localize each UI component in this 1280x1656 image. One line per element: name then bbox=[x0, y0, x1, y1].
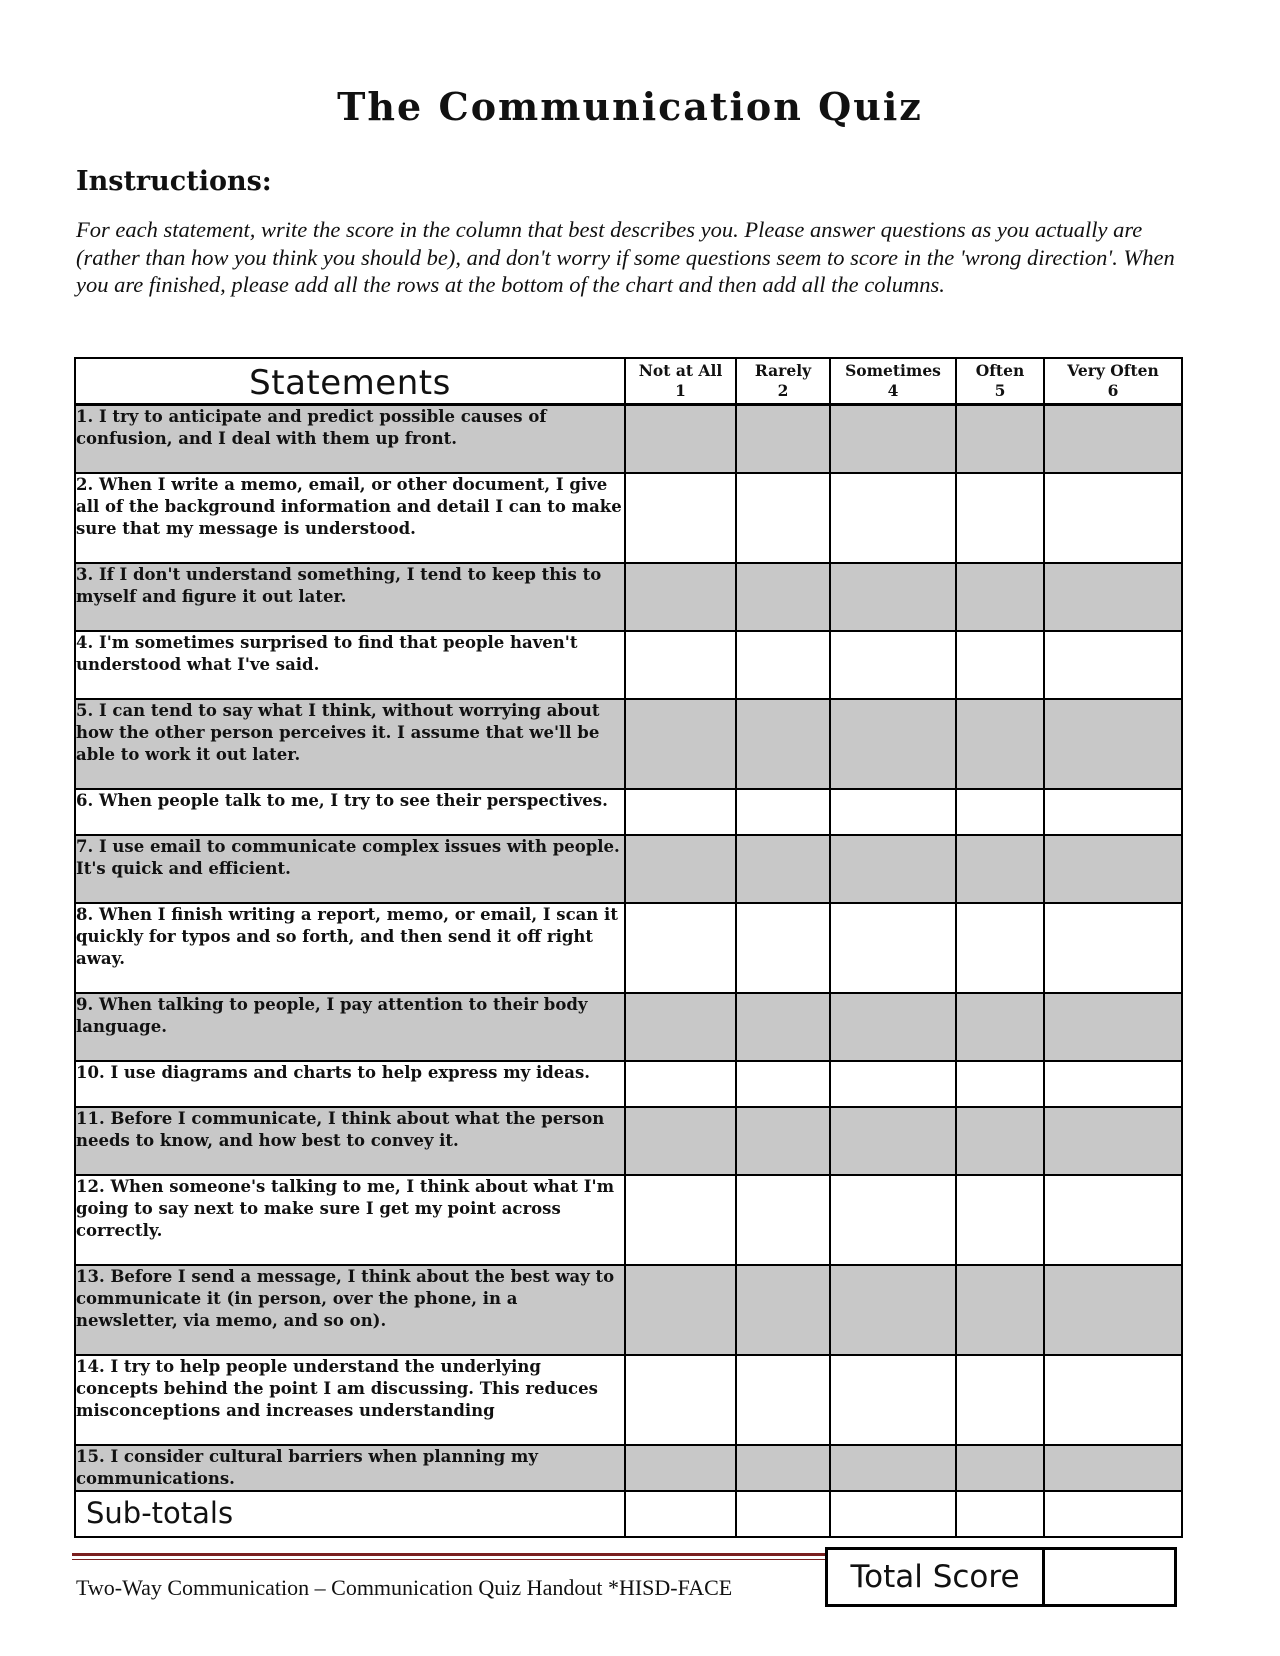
score-cell[interactable] bbox=[1044, 563, 1182, 631]
score-cell[interactable] bbox=[625, 563, 736, 631]
total-score-value[interactable] bbox=[1045, 1550, 1174, 1604]
score-cell[interactable] bbox=[956, 1175, 1044, 1265]
statement-text: 1. I try to anticipate and predict possible causes of confusion, and I deal with them up front. bbox=[75, 405, 625, 473]
table-row bbox=[75, 631, 1182, 699]
score-cell[interactable] bbox=[956, 631, 1044, 699]
score-cell[interactable] bbox=[736, 473, 830, 563]
score-cell[interactable] bbox=[625, 1265, 736, 1355]
score-cell[interactable] bbox=[736, 1061, 830, 1107]
score-cell[interactable] bbox=[1044, 1107, 1182, 1175]
column-header-very-often bbox=[1044, 358, 1182, 405]
column-label: Very Often bbox=[1067, 361, 1159, 380]
column-score: 1 bbox=[675, 381, 686, 400]
score-cell[interactable] bbox=[956, 405, 1044, 473]
footer-divider bbox=[72, 1553, 826, 1556]
table-row bbox=[75, 903, 1182, 993]
table-row bbox=[75, 1175, 1182, 1265]
instructions-text: For each statement, write the score in the column that best describes you. Please answer questions as you actually are (rather than how you think you should be), and don't worry if some questions seem to score in the 'wrong direction'. When you are finished, please add all the rows at the bottom of the chart and then add all the columns. bbox=[76, 217, 1175, 297]
table-row bbox=[75, 993, 1182, 1061]
subtotals-label: Sub-totals bbox=[75, 1491, 625, 1537]
instructions-heading: Instructions: bbox=[76, 166, 272, 197]
score-cell[interactable] bbox=[956, 789, 1044, 835]
score-cell[interactable] bbox=[625, 473, 736, 563]
score-cell[interactable] bbox=[830, 1107, 956, 1175]
score-cell[interactable] bbox=[1044, 405, 1182, 473]
statement-text: 11. Before I communicate, I think about what the person needs to know, and how best to convey it. bbox=[75, 1107, 625, 1175]
subtotal-cell[interactable] bbox=[625, 1491, 736, 1537]
score-cell[interactable] bbox=[1044, 903, 1182, 993]
score-cell[interactable] bbox=[1044, 1445, 1182, 1491]
score-cell[interactable] bbox=[736, 1107, 830, 1175]
column-score: 5 bbox=[994, 381, 1006, 400]
total-score-box bbox=[825, 1547, 1177, 1607]
statement-text: 14. I try to help people understand the underlying concepts behind the point I am discussing. This reduces misconceptions and increases understanding bbox=[75, 1355, 625, 1445]
statement-text: 15. I consider cultural barriers when planning my communications. bbox=[75, 1445, 625, 1491]
score-cell[interactable] bbox=[625, 789, 736, 835]
score-cell[interactable] bbox=[625, 405, 736, 473]
subtotal-cell[interactable] bbox=[1044, 1491, 1182, 1537]
table-row bbox=[75, 473, 1182, 563]
score-cell[interactable] bbox=[956, 1355, 1044, 1445]
statement-text: 5. I can tend to say what I think, without worrying about how the other person perceives it. I assume that we'll be able to work it out later. bbox=[75, 699, 625, 789]
score-cell[interactable] bbox=[625, 1175, 736, 1265]
column-header-not-at-all bbox=[625, 358, 736, 405]
score-cell[interactable] bbox=[956, 1445, 1044, 1491]
score-cell[interactable] bbox=[1044, 1175, 1182, 1265]
footer-text: Two-Way Communication – Communication Quiz Handout *HISD-FACE bbox=[76, 1575, 733, 1600]
score-cell[interactable] bbox=[625, 835, 736, 903]
score-cell[interactable] bbox=[625, 1355, 736, 1445]
score-cell[interactable] bbox=[830, 1265, 956, 1355]
statement-text: 12. When someone's talking to me, I think about what I'm going to say next to make sure I get my point across correctly. bbox=[75, 1175, 625, 1265]
score-cell[interactable] bbox=[956, 835, 1044, 903]
score-cell[interactable] bbox=[1044, 631, 1182, 699]
score-cell[interactable] bbox=[1044, 1061, 1182, 1107]
score-cell[interactable] bbox=[736, 699, 830, 789]
score-cell[interactable] bbox=[625, 699, 736, 789]
score-cell[interactable] bbox=[830, 903, 956, 993]
score-cell[interactable] bbox=[625, 631, 736, 699]
score-cell[interactable] bbox=[736, 1265, 830, 1355]
score-cell[interactable] bbox=[956, 1265, 1044, 1355]
score-cell[interactable] bbox=[736, 563, 830, 631]
score-cell[interactable] bbox=[956, 903, 1044, 993]
score-cell[interactable] bbox=[1044, 473, 1182, 563]
column-score: 6 bbox=[1107, 381, 1119, 400]
table-row bbox=[75, 1265, 1182, 1355]
score-cell[interactable] bbox=[830, 789, 956, 835]
statement-text: 6. When people talk to me, I try to see their perspectives. bbox=[75, 789, 625, 835]
score-cell[interactable] bbox=[625, 903, 736, 993]
table-row bbox=[75, 1061, 1182, 1107]
table-row bbox=[75, 1107, 1182, 1175]
score-cell[interactable] bbox=[830, 563, 956, 631]
subtotal-cell[interactable] bbox=[956, 1491, 1044, 1537]
subtotal-cell[interactable] bbox=[736, 1491, 830, 1537]
table-row bbox=[75, 789, 1182, 835]
subtotal-cell[interactable] bbox=[830, 1491, 956, 1537]
score-cell[interactable] bbox=[830, 835, 956, 903]
score-cell[interactable] bbox=[736, 405, 830, 473]
statement-text: 9. When talking to people, I pay attention to their body language. bbox=[75, 993, 625, 1061]
score-cell[interactable] bbox=[956, 563, 1044, 631]
statement-text: 3. If I don't understand something, I tend to keep this to myself and figure it out later. bbox=[75, 563, 625, 631]
statement-text: 13. Before I send a message, I think about the best way to communicate it (in person, over the phone, in a newsletter, via memo, and so on). bbox=[75, 1265, 625, 1355]
column-label: Rarely bbox=[754, 361, 812, 380]
total-score-label: Total Score bbox=[828, 1550, 1045, 1604]
score-cell[interactable] bbox=[956, 1107, 1044, 1175]
score-cell[interactable] bbox=[736, 993, 830, 1061]
score-cell[interactable] bbox=[830, 473, 956, 563]
score-cell[interactable] bbox=[830, 1355, 956, 1445]
column-label: Sometimes bbox=[845, 361, 941, 380]
statement-text: 10. I use diagrams and charts to help express my ideas. bbox=[75, 1061, 625, 1107]
column-header-sometimes bbox=[830, 358, 956, 405]
score-cell[interactable] bbox=[1044, 699, 1182, 789]
page-title: The Communication Quiz bbox=[337, 84, 923, 129]
score-cell[interactable] bbox=[1044, 993, 1182, 1061]
score-cell[interactable] bbox=[625, 1445, 736, 1491]
footer-divider-thin bbox=[72, 1559, 826, 1560]
table-row bbox=[75, 563, 1182, 631]
column-header-often bbox=[956, 358, 1044, 405]
score-cell[interactable] bbox=[956, 699, 1044, 789]
score-cell[interactable] bbox=[625, 1061, 736, 1107]
score-cell[interactable] bbox=[956, 1061, 1044, 1107]
score-cell[interactable] bbox=[1044, 789, 1182, 835]
statement-text: 7. I use email to communicate complex issues with people. It's quick and efficient. bbox=[75, 835, 625, 903]
score-cell[interactable] bbox=[956, 473, 1044, 563]
score-cell[interactable] bbox=[830, 1061, 956, 1107]
table-row bbox=[75, 1355, 1182, 1445]
score-cell[interactable] bbox=[830, 405, 956, 473]
score-cell[interactable] bbox=[625, 1107, 736, 1175]
table-row bbox=[75, 699, 1182, 789]
score-cell[interactable] bbox=[1044, 835, 1182, 903]
table-row bbox=[75, 405, 1182, 473]
score-cell[interactable] bbox=[736, 1355, 830, 1445]
quiz-table bbox=[74, 357, 1183, 1538]
column-score: 2 bbox=[777, 381, 789, 400]
score-cell[interactable] bbox=[736, 835, 830, 903]
score-cell[interactable] bbox=[830, 1445, 956, 1491]
column-header-rarely bbox=[736, 358, 830, 405]
score-cell[interactable] bbox=[830, 631, 956, 699]
score-cell[interactable] bbox=[830, 699, 956, 789]
table-row bbox=[75, 835, 1182, 903]
score-cell[interactable] bbox=[625, 993, 736, 1061]
score-cell[interactable] bbox=[736, 789, 830, 835]
statements-header: Statements bbox=[75, 358, 625, 405]
statement-text: 8. When I finish writing a report, memo, or email, I scan it quickly for typos and so forth, and then send it off right away. bbox=[75, 903, 625, 993]
column-label: Not at All bbox=[638, 361, 723, 380]
score-cell[interactable] bbox=[956, 993, 1044, 1061]
table-row bbox=[75, 1445, 1182, 1491]
score-cell[interactable] bbox=[1044, 1265, 1182, 1355]
statement-text: 2. When I write a memo, email, or other document, I give all of the background information and detail I can to make sure that my message is understood. bbox=[75, 473, 625, 563]
column-label: Often bbox=[975, 361, 1025, 380]
score-cell[interactable] bbox=[736, 1445, 830, 1491]
score-cell[interactable] bbox=[1044, 1355, 1182, 1445]
score-cell[interactable] bbox=[736, 903, 830, 993]
statement-text: 4. I'm sometimes surprised to find that people haven't understood what I've said. bbox=[75, 631, 625, 699]
score-cell[interactable] bbox=[830, 1175, 956, 1265]
score-cell[interactable] bbox=[830, 993, 956, 1061]
column-score: 4 bbox=[887, 381, 899, 400]
subtotals-row bbox=[75, 1491, 1182, 1537]
score-cell[interactable] bbox=[736, 631, 830, 699]
score-cell[interactable] bbox=[736, 1175, 830, 1265]
